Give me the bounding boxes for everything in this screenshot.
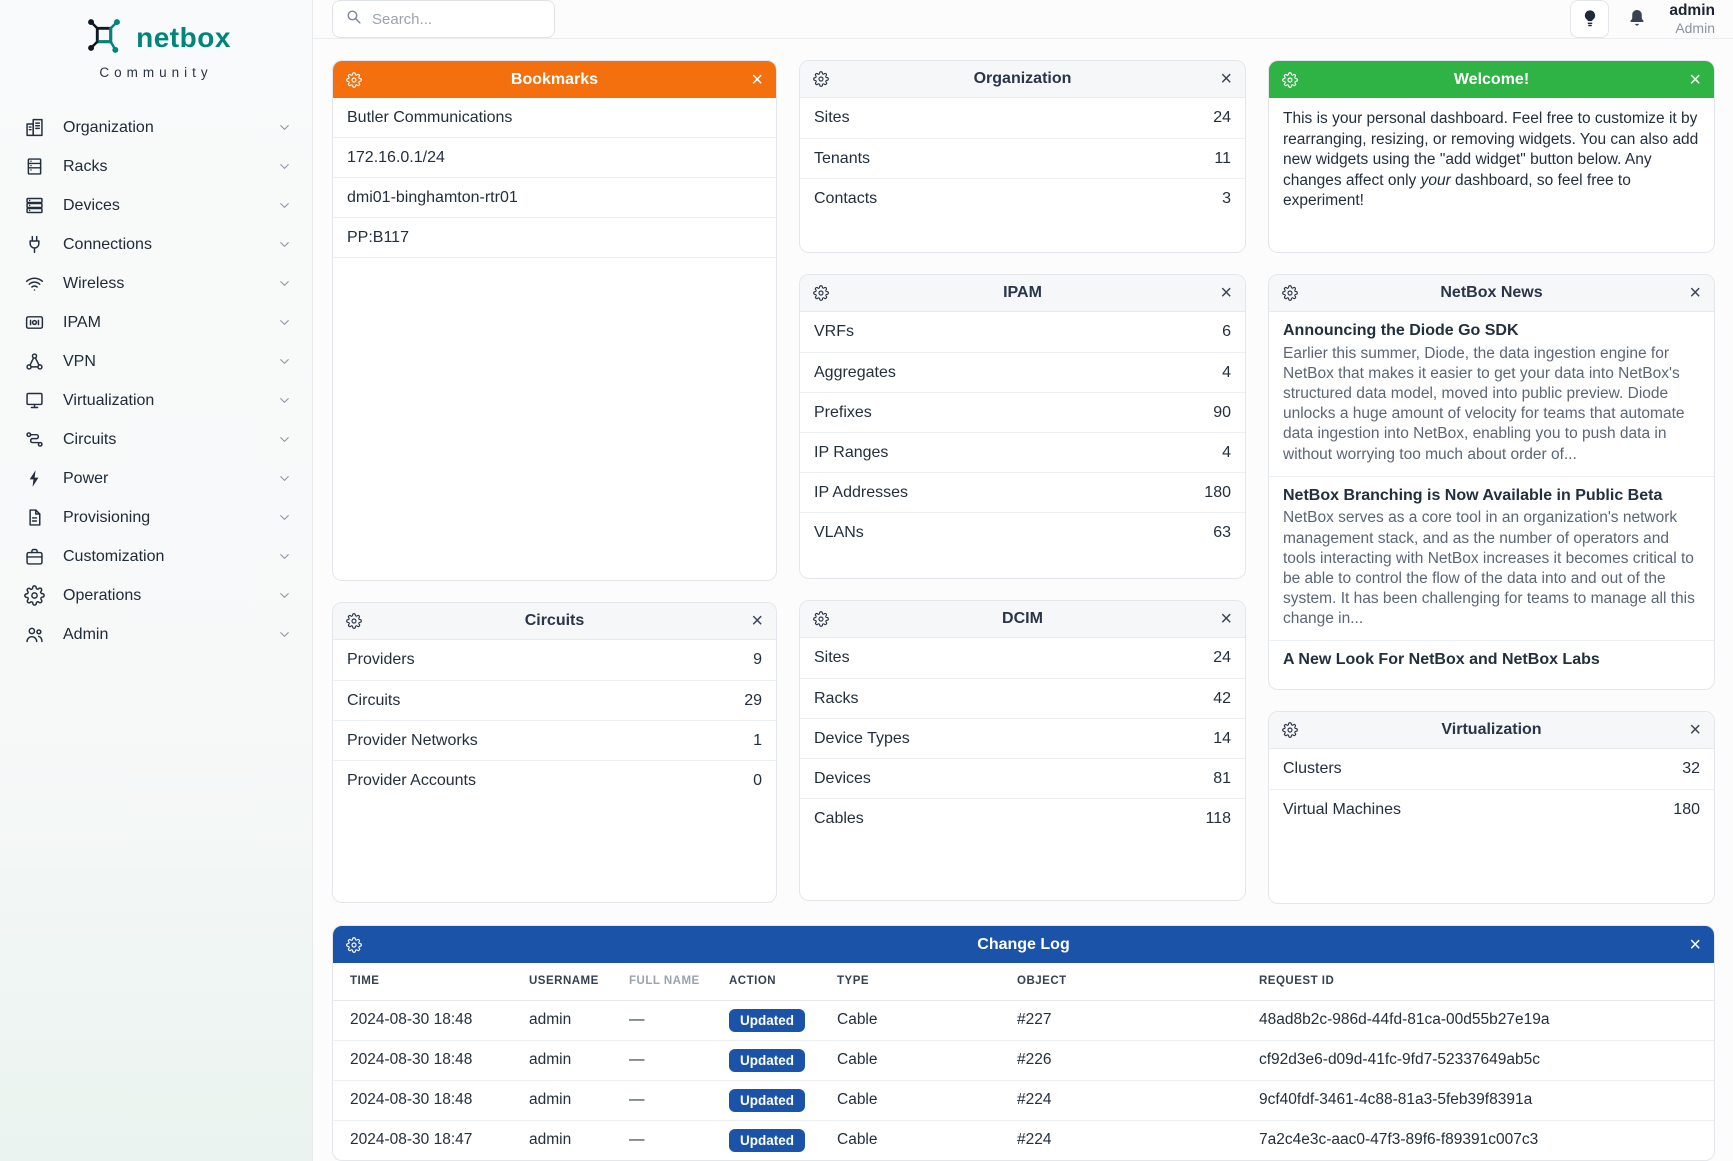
widget-close-icon[interactable]: ×: [1220, 282, 1232, 304]
stat-row: [800, 138, 1245, 178]
stat-value-link[interactable]: 4: [1222, 363, 1231, 381]
stat-value-link[interactable]: 14: [1213, 729, 1231, 747]
stat-value-link[interactable]: 24: [1213, 649, 1231, 666]
dashboard: [313, 39, 1733, 1161]
user-role: Admin: [1675, 19, 1715, 36]
chevron-down-icon: [277, 588, 292, 603]
connections-icon: [24, 234, 45, 255]
stat-row: [800, 758, 1245, 798]
news-item: [1269, 476, 1714, 641]
provisioning-icon: [24, 507, 45, 528]
stat-value-link[interactable]: 6: [1222, 323, 1231, 340]
news-item-title-link[interactable]: NetBox Branching is Now Available in Public Beta: [1283, 486, 1663, 504]
netbox-logo-icon: [81, 12, 127, 63]
stat-label: Aggregates: [814, 363, 896, 381]
widget-close-icon[interactable]: ×: [751, 610, 763, 632]
widget-close-icon[interactable]: ×: [1689, 933, 1701, 956]
changelog-header-row: [333, 963, 1714, 1000]
chevron-down-icon: [277, 354, 292, 369]
changelog-column-header: FULL NAME: [621, 963, 721, 1000]
chevron-down-icon: [277, 159, 292, 174]
stat-row: [800, 798, 1245, 838]
widget-config-gear-icon[interactable]: [813, 611, 829, 627]
sidebar-item-label: Connections: [63, 235, 152, 253]
changelog-action: [721, 1120, 829, 1160]
stat-row: [333, 720, 776, 760]
changelog-type: Cable: [829, 1080, 1009, 1120]
stat-value-link[interactable]: 63: [1213, 523, 1231, 541]
widget-dcim: [799, 600, 1246, 901]
changelog-column-header: ACTION: [721, 963, 829, 1000]
changelog-time-link[interactable]: 2024-08-30 18:48: [333, 1040, 521, 1080]
stat-label: Circuits: [347, 691, 401, 709]
stat-label: Cables: [814, 809, 864, 827]
stat-label: Devices: [814, 769, 871, 787]
widget-config-gear-icon[interactable]: [813, 285, 829, 301]
widget-config-gear-icon[interactable]: [1282, 285, 1298, 301]
sidebar-item-wireless[interactable]: [0, 264, 312, 303]
stat-row: [800, 472, 1245, 512]
action-badge: Updated: [729, 1049, 805, 1072]
widget-title: Circuits: [524, 612, 585, 629]
changelog-time-link[interactable]: 2024-08-30 18:48: [333, 1080, 521, 1120]
sidebar-item-ipam[interactable]: [0, 303, 312, 342]
stat-rows: [800, 638, 1245, 838]
sidebar-item-label: IPAM: [63, 313, 101, 331]
stat-row: [800, 512, 1245, 552]
sidebar-item-connections[interactable]: [0, 225, 312, 264]
changelog-row: [333, 1120, 1714, 1160]
news-item-title-link[interactable]: A New Look For NetBox and NetBox Labs: [1283, 651, 1600, 669]
stat-row: [800, 718, 1245, 758]
stat-label: Contacts: [814, 189, 878, 207]
stat-row: [800, 312, 1245, 352]
sidebar-item-operations[interactable]: [0, 576, 312, 615]
action-badge: Updated: [729, 1129, 805, 1152]
stat-row: [800, 98, 1245, 138]
stat-rows: [800, 98, 1245, 218]
stat-value-link[interactable]: 29: [744, 691, 762, 709]
sidebar-item-label: Customization: [63, 547, 165, 565]
sidebar-item-label: VPN: [63, 352, 96, 370]
changelog-column-header: TIME: [333, 963, 521, 1000]
changelog-object-link[interactable]: #224: [1009, 1120, 1251, 1160]
widget-close-icon[interactable]: ×: [1220, 608, 1232, 630]
search-icon: [345, 8, 362, 30]
stat-row: [800, 432, 1245, 472]
sidebar: [0, 0, 313, 1161]
stat-value-link[interactable]: 90: [1213, 403, 1231, 421]
search-input[interactable]: [372, 11, 571, 28]
user-menu[interactable]: [1669, 2, 1715, 36]
organization-icon: [24, 117, 45, 138]
widget-welcome: [1268, 60, 1715, 253]
stat-value-link[interactable]: 180: [1673, 800, 1700, 818]
changelog-column-header: REQUEST ID: [1251, 963, 1714, 1000]
stat-label: IP Ranges: [814, 443, 889, 461]
changelog-action: [721, 1040, 829, 1080]
stat-label: Sites: [814, 649, 850, 666]
stat-label: Device Types: [814, 729, 910, 747]
stat-value-link[interactable]: 118: [1205, 809, 1231, 827]
stat-row: [800, 678, 1245, 718]
racks-icon: [24, 156, 45, 177]
changelog-action: [721, 1000, 829, 1040]
changelog-column-header: TYPE: [829, 963, 1009, 1000]
chevron-down-icon: [277, 237, 292, 252]
theme-toggle-button[interactable]: [1570, 0, 1609, 38]
chevron-down-icon: [277, 276, 292, 291]
changelog-column-header: OBJECT: [1009, 963, 1251, 1000]
chevron-down-icon: [277, 549, 292, 564]
changelog-request-id-link[interactable]: 9cf40fdf-3461-4c88-81a3-5feb39f8391a: [1251, 1080, 1714, 1120]
lightbulb-icon: [1580, 8, 1600, 31]
sidebar-item-vpn[interactable]: [0, 342, 312, 381]
widget-config-gear-icon[interactable]: [1282, 722, 1298, 738]
chevron-down-icon: [277, 432, 292, 447]
stat-row: [333, 640, 776, 680]
stat-value-link[interactable]: 9: [753, 651, 762, 668]
chevron-down-icon: [277, 510, 292, 525]
stat-value-link[interactable]: 81: [1213, 769, 1231, 787]
widget-title: Virtualization: [1441, 721, 1542, 738]
sidebar-item-customization[interactable]: [0, 537, 312, 576]
news-item: [1269, 640, 1714, 682]
chevron-down-icon: [277, 393, 292, 408]
widget-close-icon[interactable]: ×: [1689, 719, 1701, 741]
changelog-row: [333, 1080, 1714, 1120]
stat-row: [333, 680, 776, 720]
stat-value-link[interactable]: 32: [1682, 760, 1700, 777]
widget-organization: [799, 60, 1246, 253]
stat-label: VLANs: [814, 523, 864, 541]
changelog-table: [333, 963, 1714, 1160]
changelog-username: admin: [521, 1080, 621, 1120]
changelog-time-link[interactable]: 2024-08-30 18:47: [333, 1120, 521, 1160]
widget-bookmarks: [332, 60, 777, 581]
news-item: [1269, 312, 1714, 476]
widget-virtualization: [1268, 711, 1715, 904]
changelog-row: [333, 1040, 1714, 1080]
admin-icon: [24, 624, 45, 645]
changelog-type: Cable: [837, 1011, 878, 1028]
widget-config-gear-icon[interactable]: [346, 613, 362, 629]
power-icon: [24, 468, 45, 489]
widget-config-gear-icon[interactable]: [813, 71, 829, 87]
virtualization-icon: [24, 390, 45, 411]
widget-title: NetBox News: [1440, 284, 1543, 301]
sidebar-item-label: Virtualization: [63, 391, 155, 409]
stat-value-link[interactable]: 0: [753, 771, 762, 789]
chevron-down-icon: [277, 627, 292, 642]
changelog-username: admin: [529, 1011, 572, 1028]
chevron-down-icon: [277, 120, 292, 135]
changelog-time-link[interactable]: 2024-08-30 18:48: [350, 1011, 473, 1028]
stat-row: [800, 638, 1245, 678]
widget-title: IPAM: [1003, 284, 1042, 301]
topbar: [313, 0, 1733, 39]
bookmark-item[interactable]: 172.16.0.1/24: [333, 138, 776, 178]
sidebar-nav: [0, 108, 312, 654]
customization-icon: [24, 546, 45, 567]
chevron-down-icon: [277, 315, 292, 330]
stat-row: [800, 392, 1245, 432]
changelog-full-name: —: [621, 1040, 721, 1080]
sidebar-item-label: Power: [63, 469, 109, 487]
wireless-icon: [24, 273, 45, 294]
changelog-type: Cable: [829, 1120, 1009, 1160]
sidebar-item-label: Racks: [63, 157, 108, 175]
stat-label: Prefixes: [814, 403, 872, 421]
widget-close-icon[interactable]: ×: [1220, 68, 1232, 90]
operations-icon: [24, 585, 45, 606]
topbar-right: [1570, 0, 1715, 38]
bookmark-item[interactable]: PP:B117: [333, 218, 776, 258]
stat-rows: [800, 312, 1245, 552]
ipam-icon: [24, 312, 45, 333]
chevron-down-icon: [277, 198, 292, 213]
stat-value-link[interactable]: 24: [1213, 109, 1231, 126]
sidebar-item-power[interactable]: [0, 459, 312, 498]
brand-name: netbox: [136, 21, 231, 53]
changelog-request-id-link[interactable]: cf92d3e6-d09d-41fc-9fd7-52337649ab5c: [1251, 1040, 1714, 1080]
stat-row: [1269, 789, 1714, 829]
bookmark-item[interactable]: dmi01-binghamton-rtr01: [333, 178, 776, 218]
stat-label: Tenants: [814, 149, 871, 167]
sidebar-item-label: Provisioning: [63, 508, 151, 526]
changelog-column-header: USERNAME: [521, 963, 621, 1000]
stat-value-link[interactable]: 180: [1204, 483, 1231, 501]
sidebar-item-label: Wireless: [63, 274, 125, 292]
changelog-object-link[interactable]: #224: [1009, 1080, 1251, 1120]
widget-ipam: [799, 274, 1246, 579]
sidebar-item-virtualization[interactable]: [0, 381, 312, 420]
stat-value-link[interactable]: 4: [1222, 443, 1231, 461]
circuits-icon: [24, 429, 45, 450]
stat-row: [333, 760, 776, 800]
vpn-icon: [24, 351, 45, 372]
stat-label: Providers: [347, 651, 415, 668]
stat-rows: [333, 640, 776, 800]
stat-label: Sites: [814, 109, 850, 126]
changelog-object-link[interactable]: #226: [1009, 1040, 1251, 1080]
stat-label: Virtual Machines: [1283, 800, 1401, 818]
changelog-request-id-link[interactable]: 48ad8b2c-986d-44fd-81ca-00d55b27e19a: [1259, 1011, 1550, 1028]
devices-icon: [24, 195, 45, 216]
sidebar-item-organization[interactable]: [0, 108, 312, 147]
news-item-summary: Earlier this summer, Diode, the data ingestion engine for NetBox that makes it easier to get your data into NetBox's structured data model, moved into public preview. Diode unlocks a huge amount of velocity for teams that automate data ingestion into NetBox, enabling you to push data in without worrying too much about order of...: [1283, 344, 1685, 463]
changelog-object-link[interactable]: #227: [1017, 1011, 1052, 1028]
changelog-username: admin: [521, 1120, 621, 1160]
stat-value-link[interactable]: 3: [1222, 189, 1231, 207]
sidebar-item-circuits[interactable]: [0, 420, 312, 459]
widget-title: Welcome!: [1453, 70, 1530, 88]
widget-netbox-news: [1268, 274, 1715, 690]
widget-circuits: [332, 602, 777, 903]
sidebar-item-label: Organization: [63, 118, 154, 136]
widget-title: Change Log: [977, 935, 1070, 953]
welcome-text: This is your personal dashboard. Feel free to customize it by rearranging, resizing, or removing widgets. You can also add new widgets using the "add widget" button below. Any changes affect only your dashboard, so feel free to experiment!: [1283, 110, 1699, 210]
sidebar-item-provisioning[interactable]: [0, 498, 312, 537]
changelog-action: [721, 1080, 829, 1120]
action-badge: Updated: [729, 1089, 805, 1112]
widget-config-gear-icon[interactable]: [346, 72, 362, 88]
widget-config-gear-icon[interactable]: [1282, 72, 1298, 88]
changelog-username: admin: [521, 1040, 621, 1080]
sidebar-item-label: Admin: [63, 625, 109, 643]
brand-subtitle: Community: [99, 65, 213, 80]
brand-link[interactable]: [0, 12, 312, 63]
changelog-full-name: —: [629, 1011, 645, 1028]
widget-config-gear-icon[interactable]: [346, 937, 362, 953]
stat-label: Racks: [814, 689, 859, 707]
notifications-button[interactable]: [1624, 6, 1650, 32]
stat-label: IP Addresses: [814, 483, 908, 501]
sidebar-item-label: Devices: [63, 196, 120, 214]
news-list: [1269, 312, 1714, 682]
stat-row: [1269, 749, 1714, 789]
stat-row: [800, 352, 1245, 392]
stat-value-link[interactable]: 11: [1214, 149, 1231, 167]
bookmarks-list: [333, 98, 776, 258]
stat-label: Clusters: [1283, 760, 1342, 777]
changelog-row: [333, 1000, 1714, 1040]
changelog-type: Cable: [829, 1040, 1009, 1080]
stat-label: VRFs: [814, 323, 854, 340]
main-area: [313, 0, 1733, 1161]
widget-change-log: [332, 925, 1715, 1161]
changelog-request-id-link[interactable]: 7a2c4e3c-aac0-47f3-89f6-f89391c007c3: [1251, 1120, 1714, 1160]
stat-row: [800, 178, 1245, 218]
widget-title: Bookmarks: [510, 70, 599, 88]
stat-rows: [1269, 749, 1714, 829]
sidebar-item-label: Circuits: [63, 430, 117, 448]
widget-close-icon[interactable]: ×: [1689, 282, 1701, 304]
news-item-summary: NetBox serves as a core tool in an organization's network management stack, and as the number of operators and tools interacting with NetBox increases it becomes critical to be able to control the flow of the data into and out of the system. It has been challenging for teams to manage all this change in...: [1283, 509, 1695, 628]
bookmark-item[interactable]: Butler Communications: [333, 98, 776, 138]
bell-icon: [1626, 7, 1648, 32]
search-box: [332, 0, 555, 38]
sidebar-item-label: Operations: [63, 586, 142, 604]
sidebar-item-devices[interactable]: [0, 186, 312, 225]
stat-value-link[interactable]: 42: [1213, 689, 1231, 707]
chevron-down-icon: [277, 471, 292, 486]
changelog-full-name: —: [621, 1120, 721, 1160]
widget-close-icon[interactable]: ×: [1689, 68, 1701, 91]
widget-close-icon[interactable]: ×: [751, 68, 763, 91]
widget-title: Organization: [973, 70, 1072, 87]
action-badge: Updated: [729, 1009, 805, 1032]
sidebar-item-admin[interactable]: [0, 615, 312, 654]
user-name: admin: [1669, 2, 1715, 20]
stat-label: Provider Accounts: [347, 771, 476, 789]
news-item-title-link[interactable]: Announcing the Diode Go SDK: [1283, 322, 1519, 339]
stat-label: Provider Networks: [347, 731, 478, 749]
stat-value-link[interactable]: 1: [753, 731, 762, 749]
widget-title: DCIM: [1002, 610, 1043, 627]
changelog-full-name: —: [621, 1080, 721, 1120]
sidebar-item-racks[interactable]: [0, 147, 312, 186]
